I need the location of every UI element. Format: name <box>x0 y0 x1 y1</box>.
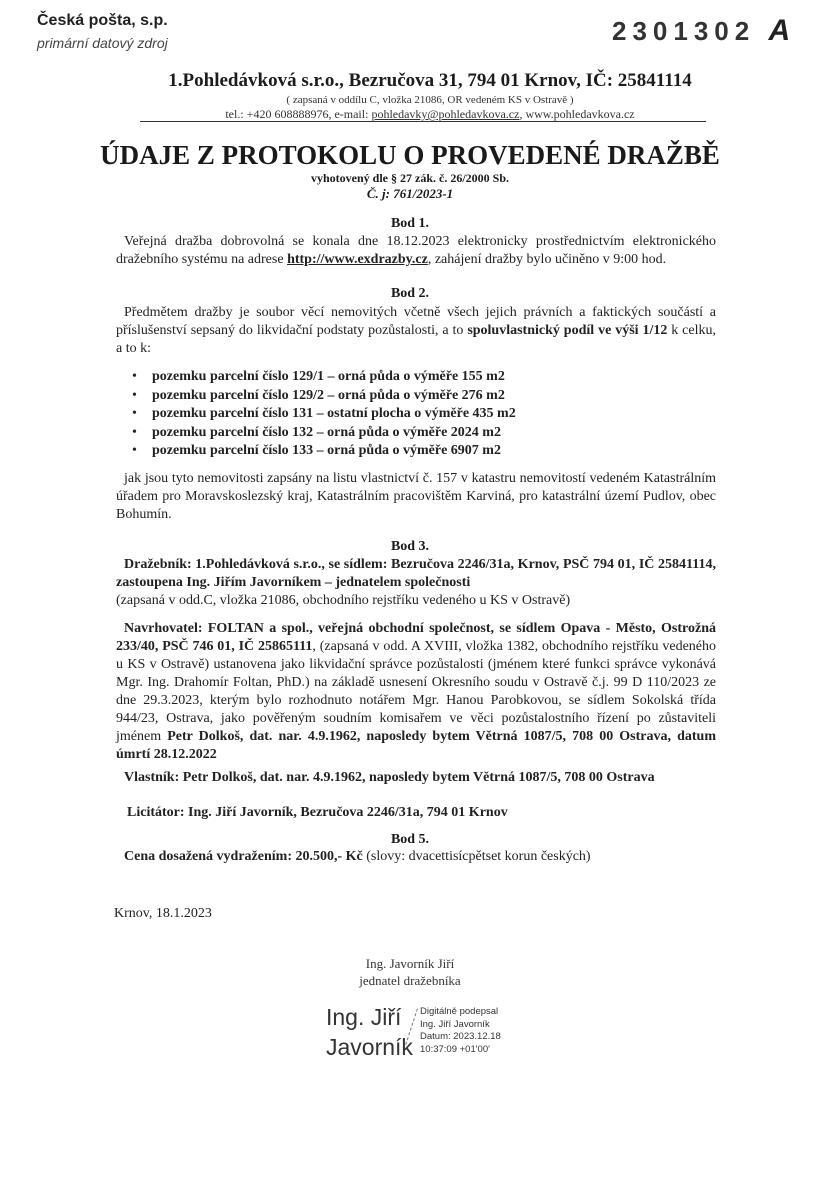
bod1-text-before: Veřejná dražba dobrovolná se konala dne 18.12.2023 elektronicky prostřednictvím elektronického dražebního systému na adrese <box>116 234 716 267</box>
contact-separator: , <box>519 107 526 121</box>
reference-number <box>612 14 790 48</box>
reference-digits: 2301302 <box>612 16 756 46</box>
case-number: Č. j: 761/2023-1 <box>366 186 454 201</box>
bod5-heading: Bod 5. <box>390 832 430 847</box>
letterhead-contact <box>120 107 740 122</box>
parcel-item: • pozemku parcelní číslo 131 – ostatní plocha o výměře 435 m2 <box>132 405 516 424</box>
bod1-text <box>116 233 716 269</box>
digital-sig-line: 10:37:09 +01'00' <box>420 1043 490 1055</box>
place-date: Krnov, 18.1.2023 <box>114 906 212 921</box>
parcel-list <box>132 368 516 461</box>
auctioneer-registration: (zapsaná v odd.C, vložka 21086, obchodního rejstříku vedeného u KS v Ostravě) <box>116 593 571 608</box>
signature-line-2: Javorník <box>326 1034 413 1060</box>
parcel-item: • pozemku parcelní číslo 129/1 – orná půda o výměře 155 m2 <box>132 368 516 387</box>
letterhead-company: 1.Pohledávková s.r.o., Bezručova 31, 794 01 Krnov, IČ: 25841114 <box>168 70 692 91</box>
bod3-heading: Bod 3. <box>390 539 430 554</box>
bod1-heading: Bod 1. <box>390 216 430 231</box>
price-words: (slovy: dvacettisícpětset korun českých) <box>362 849 591 864</box>
document-title: ÚDAJE Z PROTOKOLU O PROVEDENÉ DRAŽBĚ <box>100 140 720 170</box>
auction-url-link[interactable]: http://www.exdrazby.cz <box>287 252 428 267</box>
auctioneer-bold: Dražebník: 1.Pohledávková s.r.o., se sídlem: Bezručova 2246/31a, Krnov, PSČ 794 01, IČ 25841114, zastoupena Ing. Jiřím Javorníkem – jednatelem společnosti <box>116 557 716 590</box>
signature-line-1: Ing. Jiří <box>326 1004 402 1030</box>
price-line <box>124 849 591 865</box>
stamp-subtitle: primární datový zdroj <box>37 35 168 51</box>
stamp-organization: Česká pošta, s.p. <box>37 12 168 29</box>
proposer-bold: Navrhovatel: FOLTAN a spol., veřejná obchodní společnost, se sídlem Opava - Město, Ostrožná 233/40, PSČ 746 01, IČ 25865111 <box>116 621 716 654</box>
bod2-heading: Bod 2. <box>390 286 430 301</box>
letterhead-registration: ( zapsaná v oddílu C, vložka 21086, OR vedeném KS v Ostravě ) <box>286 94 574 106</box>
reference-letter: A <box>768 14 791 47</box>
bod2-text-after: k celku, a to k: <box>116 323 716 356</box>
deceased-bold: Petr Dolkoš, dat. nar. 4.9.1962, naposledy bytem Větrná 1087/5, 708 00 Ostrava, datum úmrtí 28.12.2022 <box>116 729 716 762</box>
proposer-details: , (zapsaná v odd. A XVIII, vložka 1382, obchodního rejstříku vedeného u KS v Ostravě) ustanovena jako likvidační správce pozůstalosti (jménem které funkci správce vykonává Mgr. Ing. Drahomír Foltan, PhD.) na základě usnesení Okresního soudu v Ostravě č.j. 99 D 110/2023 ze dne 29.3.2023, kterým bylo rozhodnuto notářem Mgr. Hanou Parobkovou, se sídlem Sokolská třída 944/23, Ostrava, jako pověřeným soudním komisařem ve věci pozůstalostního řízení po zůstaviteli jménem <box>116 639 716 744</box>
licitator-line: Licitátor: Ing. Jiří Javorník, Bezručova 2246/31a, 794 01 Krnov <box>127 805 508 820</box>
parcel-item: • pozemku parcelní číslo 129/2 – orná půda o výměře 276 m2 <box>132 387 516 406</box>
price-bold: Cena dosažená vydražením: 20.500,- Kč <box>124 849 363 864</box>
bod2-share: spoluvlastnický podíl ve výši 1/12 <box>467 323 668 338</box>
signer-role: jednatel dražebníka <box>359 973 461 988</box>
bod2-text-before: Předmětem dražby je soubor věcí nemovitých včetně všech jejich právních a faktických součástí a příslušenství sepsaný do likvidační podstaty pozůstalosti, a to <box>116 305 716 338</box>
digital-sig-line: Ing. Jiří Javorník <box>420 1018 490 1030</box>
parcel-item: • pozemku parcelní číslo 133 – orná půda o výměře 6907 m2 <box>132 442 516 461</box>
auctioneer-text <box>116 556 716 592</box>
digital-sig-line: Datum: 2023.12.18 <box>420 1031 501 1042</box>
legal-basis: vyhotovený dle § 27 zák. č. 26/2000 Sb. <box>310 171 509 185</box>
cadastre-text: jak jsou tyto nemovitosti zapsány na listu vlastnictví č. 157 v katastru nemovitostí vedeném Katastrálním úřadem pro Moravskoslezský kraj, Katastrálním pracovištěm Karviná, pro katastrální území Pudlov, obec Bohumín. <box>116 471 716 522</box>
bod2-text <box>116 304 716 358</box>
contact-phone: tel.: +420 608888976, e-mail: <box>225 107 372 121</box>
signer-name: Ing. Javorník Jiří <box>365 956 455 971</box>
digital-sig-line: Digitálně podepsal <box>420 1006 499 1017</box>
parcel-item: • pozemku parcelní číslo 132 – orná půda o výměře 2024 m2 <box>132 424 516 443</box>
email-link[interactable]: pohledavky@pohledavkova.cz <box>371 107 520 121</box>
bod1-text-after: , zahájení dražby bylo učiněno v 9:00 hod. <box>427 252 667 267</box>
signer-block <box>300 955 520 989</box>
letterhead-divider <box>140 121 706 122</box>
website-link[interactable]: www.pohledavkova.cz <box>525 107 635 121</box>
owner-line: Vlastník: Petr Dolkoš, dat. nar. 4.9.1962, naposledy bytem Větrná 1087/5, 708 00 Ostrava <box>124 770 655 785</box>
proposer-text <box>116 620 716 764</box>
digital-signature-info <box>420 1006 501 1056</box>
